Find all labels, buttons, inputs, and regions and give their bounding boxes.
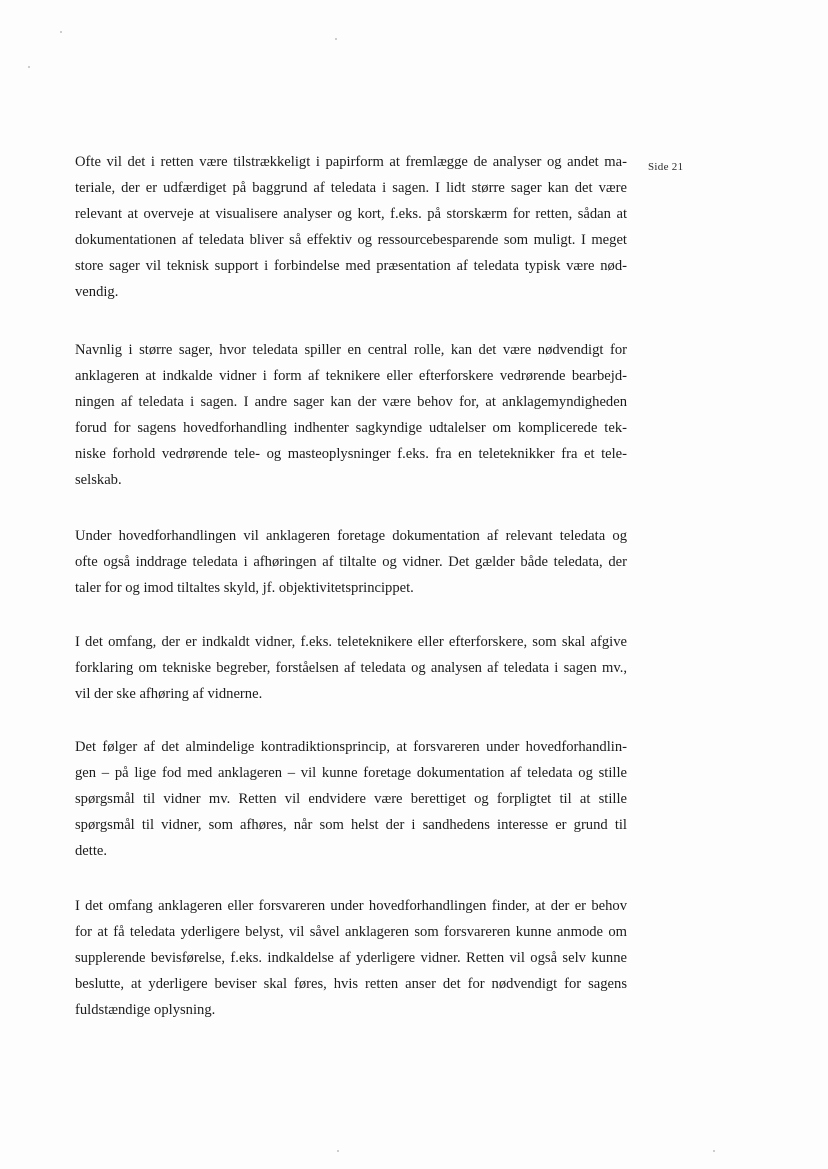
text-line: for at få teledata yderligere belyst, vil såvel anklageren som forsvareren kunne anmode om	[75, 924, 627, 940]
text-line: spørgsmål til vidner mv. Retten vil endvidere være berettiget og forpligtet til at stille	[75, 791, 627, 807]
text-line: forklaring om tekniske begreber, forståelsen af teledata og analysen af teledata i sagen mv.,	[75, 660, 627, 676]
paragraph-2	[75, 337, 627, 493]
text-line: Under hovedforhandlingen vil anklageren foretage dokumentation af relevant teledata og	[75, 528, 627, 544]
paragraph-6	[75, 893, 627, 1023]
text-line: taler for og imod tiltaltes skyld, jf. objektivitetsprincippet.	[75, 580, 414, 596]
text-line: ningen af teledata i sagen. I andre sager kan der være behov for, at anklagemyndigheden	[75, 394, 627, 410]
text-line: I det omfang, der er indkaldt vidner, f.eks. teleteknikere eller efterforskere, som skal afgive	[75, 634, 627, 650]
scan-speck	[335, 38, 337, 40]
text-line: anklageren at indkalde vidner i form af teknikere eller efterforskere vedrørende bearbejd-	[75, 368, 627, 384]
text-line: niske forhold vedrørende tele- og masteoplysninger f.eks. fra en teleteknikker fra et tele-	[75, 446, 627, 462]
text-line: vil der ske afhøring af vidnerne.	[75, 686, 263, 702]
text-line: selskab.	[75, 472, 122, 488]
page-number: Side 21	[648, 161, 684, 173]
scan-speck	[337, 1150, 339, 1152]
text-line: fuldstændige oplysning.	[75, 1002, 216, 1018]
paragraph-4	[75, 629, 627, 707]
text-line: ofte også inddrage teledata i afhøringen af tiltalte og vidner. Det gælder både teledata, der	[75, 554, 627, 570]
scan-speck	[28, 66, 30, 68]
text-line: gen – på lige fod med anklageren – vil kunne foretage dokumentation af teledata og stille	[75, 765, 627, 781]
text-line: Navnlig i større sager, hvor teledata spiller en central rolle, kan det være nødvendigt for	[75, 342, 627, 358]
text-line: beslutte, at yderligere beviser skal føres, hvis retten anser det for nødvendigt for sagens	[75, 976, 627, 992]
text-line: spørgsmål til vidner, som afhøres, når som helst der i sandhedens interesse er grund til	[75, 817, 627, 833]
text-line: Ofte vil det i retten være tilstrækkeligt i papirform at fremlægge de analyser og andet ma-	[75, 154, 627, 170]
text-line: vendig.	[75, 284, 119, 300]
text-line: dokumentationen af teledata bliver så effektiv og ressourcebesparende som muligt. I meget	[75, 232, 627, 248]
scan-speck	[60, 31, 62, 33]
text-line: forud for sagens hovedforhandling indhenter sagkyndige udtalelser om komplicerede tek-	[75, 420, 627, 436]
scan-speck	[713, 1150, 715, 1152]
paragraph-5	[75, 734, 627, 864]
text-line: I det omfang anklageren eller forsvareren under hovedforhandlingen finder, at der er behov	[75, 898, 627, 914]
paragraph-1	[75, 149, 627, 305]
text-line: teriale, der er udfærdiget på baggrund af teledata i sagen. I lidt større sager kan det være	[75, 180, 627, 196]
paragraph-3	[75, 523, 627, 601]
text-line: dette.	[75, 843, 108, 859]
text-line: relevant at overveje at visualisere analyser og kort, f.eks. på storskærm for retten, sådan at	[75, 206, 627, 222]
text-line: Det følger af det almindelige kontradiktionsprincip, at forsvareren under hovedforhandlin-	[75, 739, 627, 755]
text-line: supplerende bevisførelse, f.eks. indkaldelse af yderligere vidner. Retten vil også selv kunne	[75, 950, 627, 966]
text-line: store sager vil teknisk support i forbindelse med præsentation af teledata typisk være nød-	[75, 258, 627, 274]
